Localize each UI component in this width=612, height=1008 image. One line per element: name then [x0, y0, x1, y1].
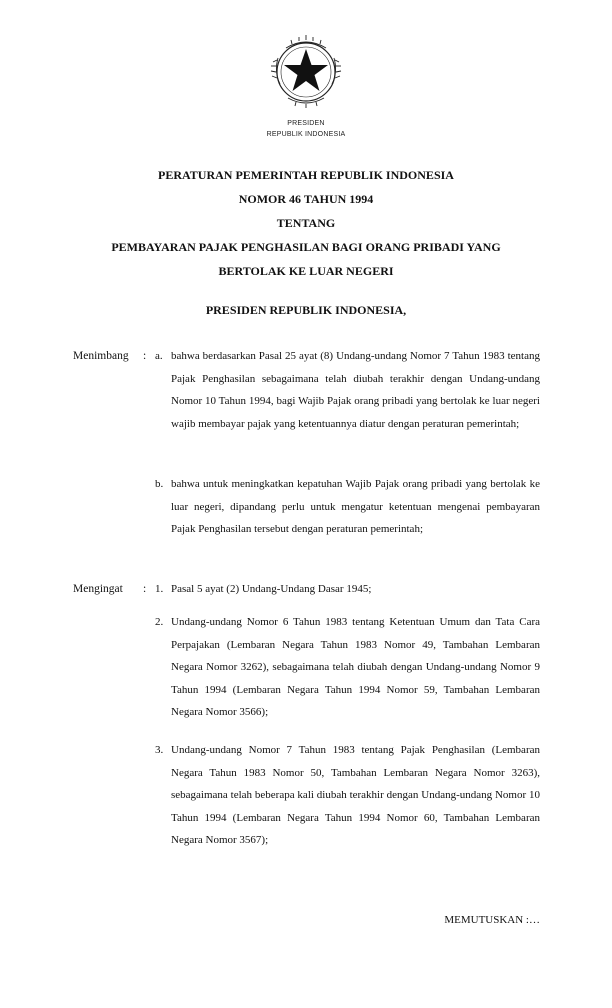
item-text: Undang-undang Nomor 6 Tahun 1983 tentang Ketentuan Umum dan Tata Cara Perpajakan (Lembaran Negara Tahun 1983 Nomor 49, Tambahan Lembaran Negara Nomor 3262), sebagaimana telah diubah dengan Undang-undang Nomor 9 Tahun 1994 (Lembaran Negara Tahun 1994 Nomor 59, Tambahan Lembaran Negara Nomor 3566);: [171, 616, 540, 718]
title-line-4: PEMBAYARAN PAJAK PENGHASILAN BAGI ORANG PRIBADI YANG: [111, 240, 501, 254]
item-text: Pasal 5 ayat (2) Undang-Undang Dasar 1945;: [171, 583, 372, 595]
garuda-star-emblem-icon: [266, 32, 346, 112]
document-title: [40, 163, 572, 283]
item-text: bahwa berdasarkan Pasal 25 ayat (8) Undang-undang Nomor 7 Tahun 1983 tentang Pajak Penghasilan sebagaimana telah diubah terakhir dengan Undang-undang Nomor 10 Tahun 1994, bagi Wajib Pajak orang pribadi yang bertolak ke luar negeri wajib membayar pajak yang ketentuannya diatur dengan peraturan pemerintah;: [171, 350, 540, 430]
item-number: 3.: [155, 744, 164, 756]
continuation-footer: MEMUTUSKAN :…: [444, 914, 540, 926]
mengingat-item-3: [155, 739, 540, 852]
menimbang-item-b: [155, 473, 540, 541]
title-line-1: PERATURAN PEMERINTAH REPUBLIK INDONESIA: [158, 168, 454, 182]
mengingat-label: Mengingat: [73, 583, 123, 595]
mengingat-colon: :: [143, 583, 147, 595]
presiden-heading: PRESIDEN REPUBLIK INDONESIA,: [205, 303, 407, 317]
menimbang-item-a: [155, 345, 540, 435]
item-number: b.: [155, 478, 164, 490]
item-number: 2.: [155, 616, 164, 628]
menimbang-colon: :: [143, 350, 147, 362]
title-line-2: NOMOR 46 TAHUN 1994: [238, 192, 374, 206]
title-line-5: BERTOLAK KE LUAR NEGERI: [218, 264, 394, 278]
emblem-label-republik: REPUBLIK INDONESIA: [266, 131, 346, 138]
mengingat-item-1: [155, 578, 540, 601]
mengingat-item-2: [155, 611, 540, 724]
item-number: a.: [155, 350, 163, 362]
item-number: 1.: [155, 583, 164, 595]
menimbang-label: Menimbang: [73, 350, 129, 362]
title-line-3: TENTANG: [276, 216, 336, 230]
item-text: bahwa untuk meningkatkan kepatuhan Wajib Pajak orang pribadi yang bertolak ke luar negeri, dipandang perlu untuk mengatur ketentuan mengenai pembayaran Pajak Penghasilan tersebut dengan peraturan pemerintah;: [171, 478, 540, 535]
emblem-label-presiden: PRESIDEN: [287, 120, 325, 127]
item-text: Undang-undang Nomor 7 Tahun 1983 tentang Pajak Penghasilan (Lembaran Negara Tahun 1983 Nomor 50, Tambahan Lembaran Negara Nomor 3263), sebagaimana telah beberapa kali diubah terakhir dengan Undang-undang Nomor 10 Tahun 1994 (Lembaran Negara Tahun 1994 Nomor 60, Tambahan Lembaran Negara Nomor 3567);: [171, 744, 540, 846]
